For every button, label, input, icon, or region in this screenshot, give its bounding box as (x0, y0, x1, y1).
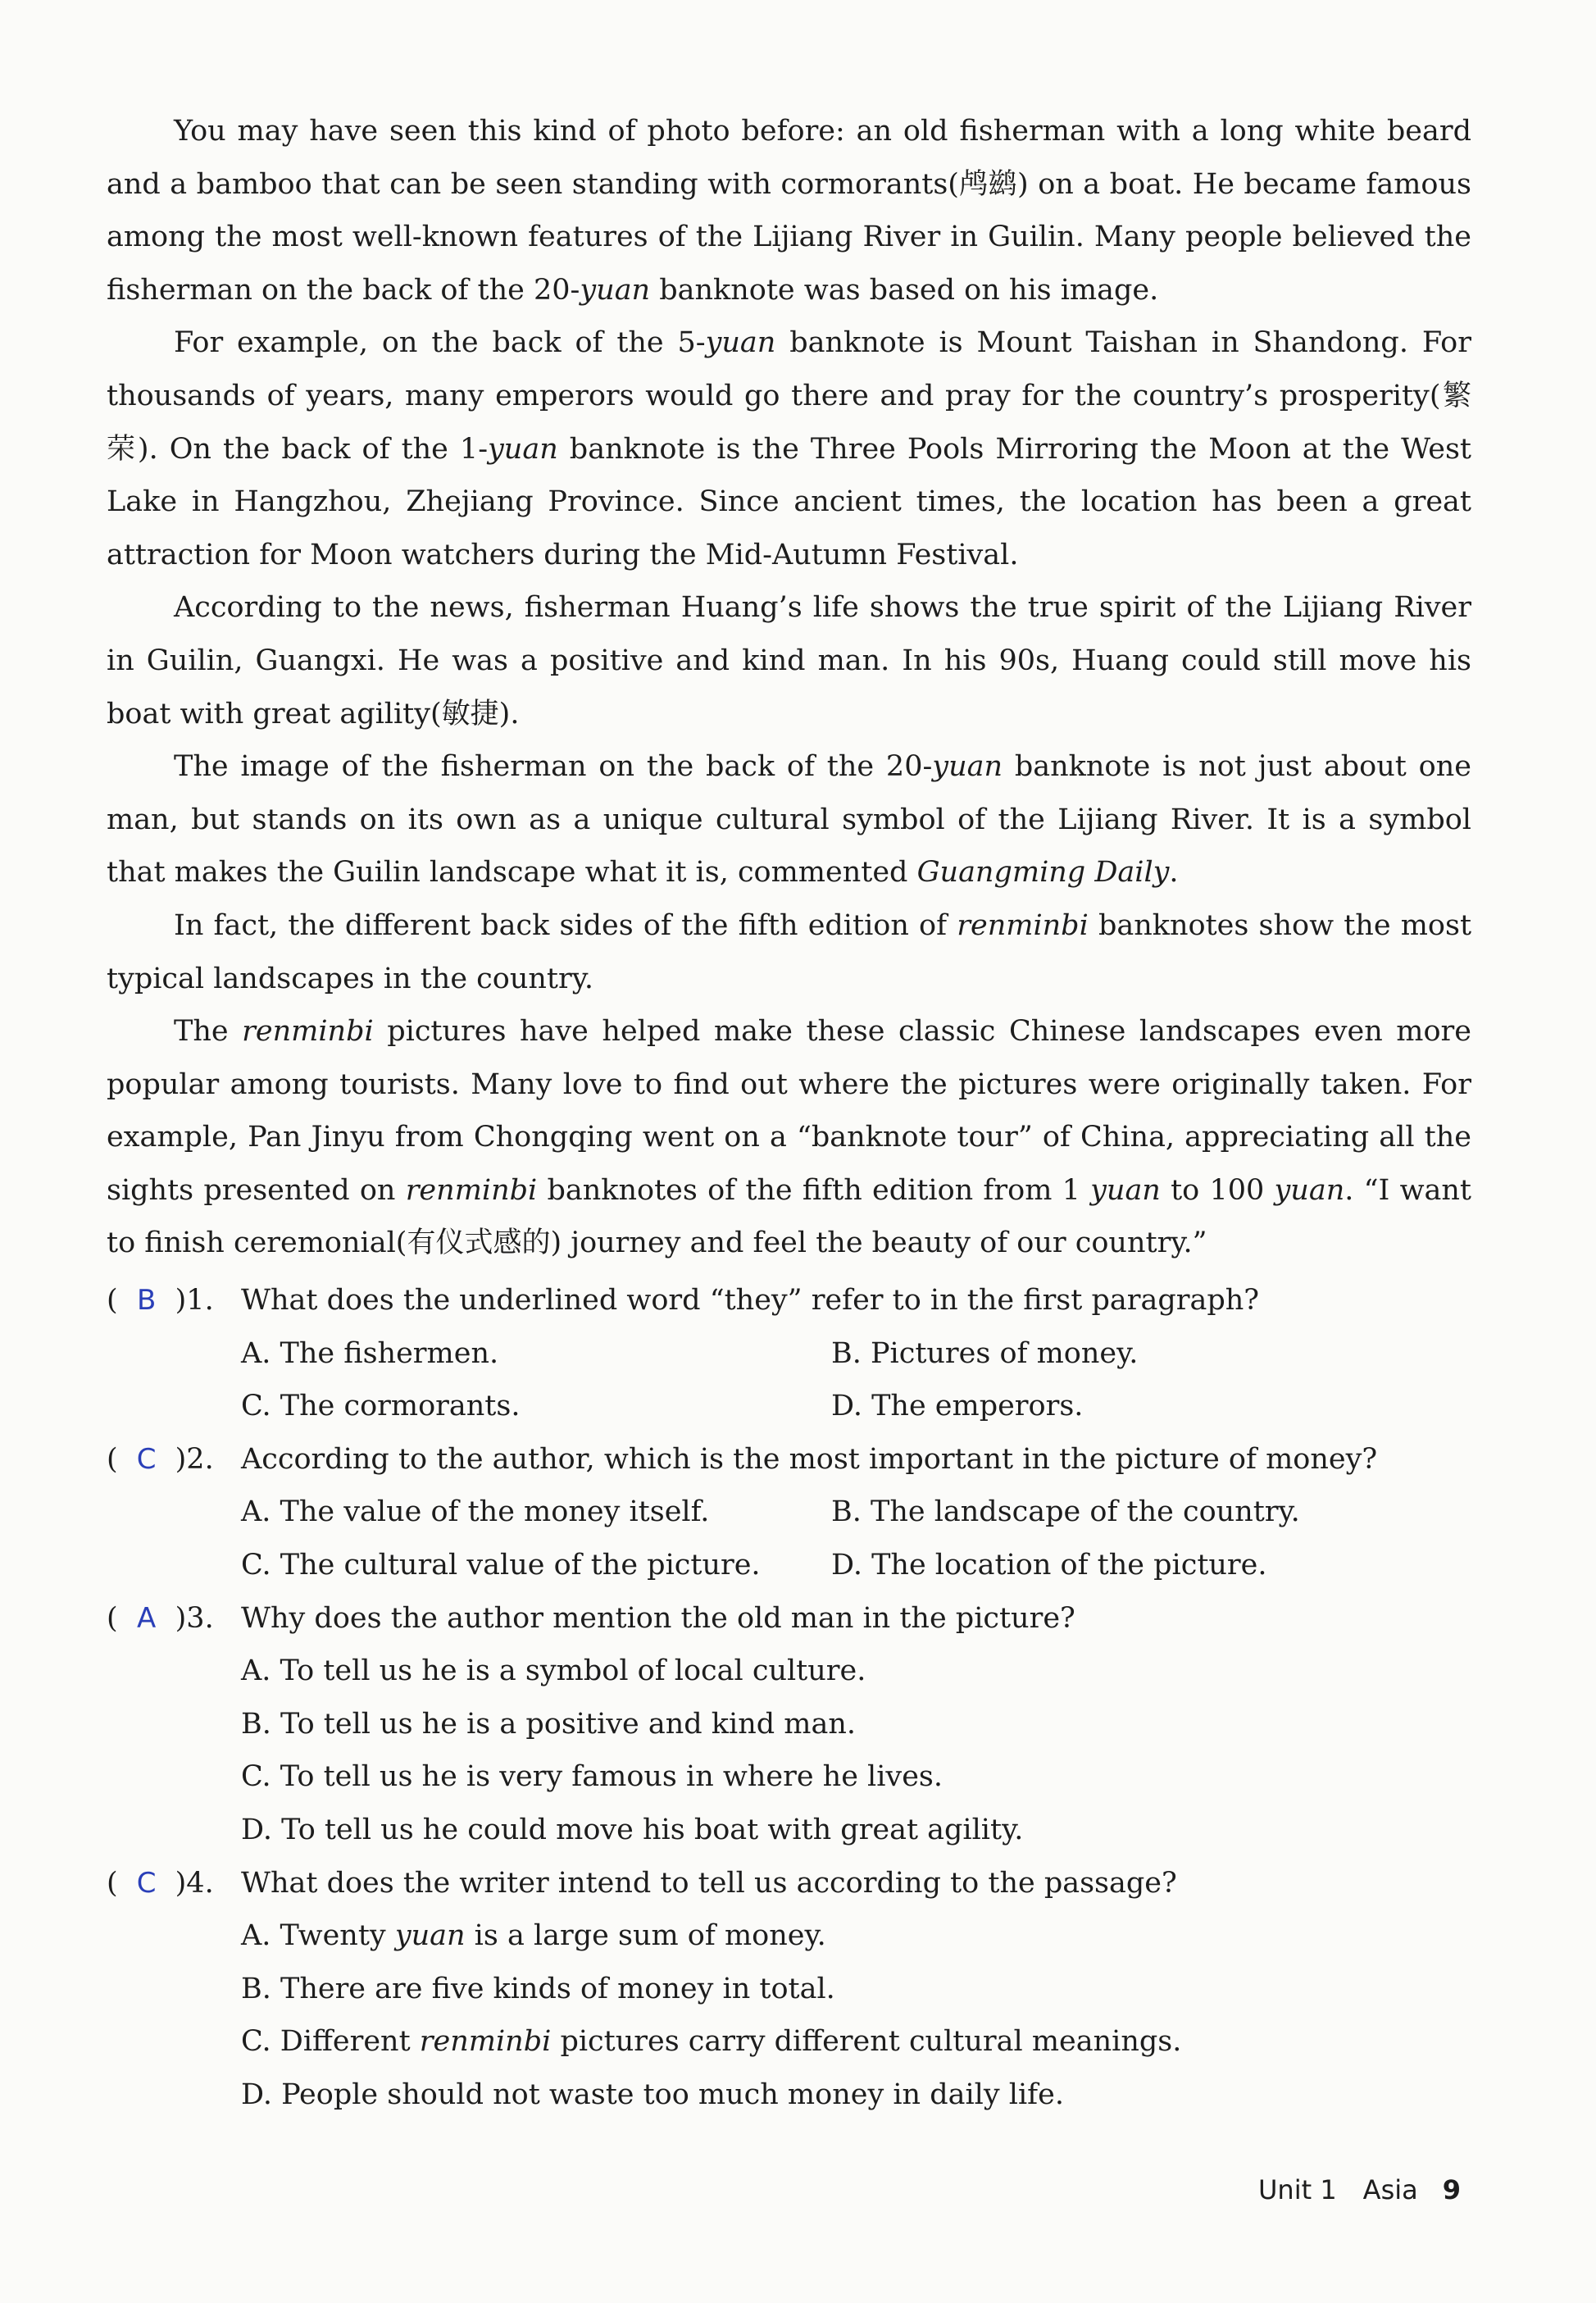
passage-text: You may have seen this kind of photo before: an old fisherman with a long white beard and a bamboo that can be seen standing with cormorants(鸬鹚) on a boat. He became famous among the most well-known features of the Lijiang River in Guilin. Many people believed the fisherman on the back of the 20- (107, 115, 1471, 307)
option-text: is a large sum of money. (465, 1919, 826, 1953)
passage-text: banknote was based on his image. (650, 273, 1159, 307)
page-number: 9 (1442, 2174, 1461, 2205)
handwritten-answer: A (137, 1601, 157, 1635)
option: B. Pictures of money. (831, 1336, 1139, 1370)
question-stem (107, 1857, 1471, 1910)
option-text: yuan (394, 1919, 466, 1953)
passage-text: The image of the fisherman on the back of the 20- (174, 750, 933, 784)
bracket-close-number: )1. (175, 1284, 214, 1317)
handwritten-answer: B (136, 1284, 157, 1317)
question-text: What does the writer intend to tell us according to the passage? (241, 1866, 1177, 1900)
passage-text: Guangming Daily (916, 856, 1170, 890)
passage-text: According to the news, fisherman Huang’s life shows the true spirit of the Lijiang River in Guilin, Guangxi. He was a positive and kind man. In his 90s, Huang could still move his boat with great agility(敏捷). (107, 591, 1471, 730)
option: A. To tell us he is a symbol of local culture. (241, 1654, 866, 1688)
passage-text: to 100 (1160, 1173, 1275, 1207)
option: B. The landscape of the country. (831, 1495, 1300, 1529)
option-text: B. There are five kinds of money in total. (241, 1972, 835, 2005)
passage-text: yuan (488, 432, 558, 466)
question-text: According to the author, which is the most important in the picture of money? (241, 1442, 1378, 1476)
question (107, 1592, 1471, 1857)
option-text: renminbi (419, 2025, 552, 2059)
passage-text: renminbi (242, 1015, 374, 1049)
options (107, 1645, 1471, 1856)
passage-text: yuan (932, 750, 1003, 784)
answer-bracket (107, 1433, 241, 1486)
option: A. The fishermen. (241, 1336, 499, 1370)
bracket-open: ( (107, 1601, 118, 1635)
passage-text: banknotes of the fifth edition from 1 (537, 1173, 1091, 1207)
question-stem (107, 1274, 1471, 1327)
passage-text: The (174, 1015, 243, 1049)
reading-passage (107, 105, 1471, 1270)
footer-unit: Unit 1 (1258, 2174, 1337, 2205)
question (107, 1857, 1471, 2122)
answer-bracket (107, 1592, 241, 1645)
question (107, 1433, 1471, 1592)
passage-text: yuan (1090, 1173, 1161, 1207)
bracket-close-number: )4. (175, 1866, 214, 1900)
passage-text: In fact, the different back sides of the fifth edition of (174, 908, 957, 942)
option: D. To tell us he could move his boat with great agility. (241, 1813, 1024, 1846)
passage-text: banknote is the Three Pools Mirroring the Moon at the West Lake in Hangzhou, Zhejiang Province. Since ancient times, the location has been a great attraction for Moon watchers during the Mid-Autumn Festival. (107, 432, 1471, 571)
passage-paragraph (107, 899, 1471, 1005)
option: D. The location of the picture. (831, 1548, 1267, 1582)
bracket-open: ( (107, 1284, 118, 1317)
option-text: A. Twenty (241, 1919, 395, 1953)
option: C. To tell us he is very famous in where he lives. (241, 1760, 943, 1794)
option (241, 2015, 1471, 2069)
options (107, 1909, 1471, 2121)
passage-paragraph (107, 316, 1471, 581)
question (107, 1274, 1471, 1433)
options (107, 1327, 1471, 1433)
option: A. The value of the money itself. (241, 1495, 710, 1529)
passage-paragraph (107, 105, 1471, 316)
option: C. The cormorants. (241, 1390, 521, 1423)
question-text: Why does the author mention the old man in the picture? (241, 1601, 1075, 1635)
question-text: What does the underlined word “they” refer to in the first paragraph? (241, 1284, 1260, 1317)
handwritten-answer: C (136, 1442, 157, 1476)
passage-text: yuan (705, 326, 776, 360)
passage-text: . “I want to finish ceremonial(有仪式感的) journey and feel the beauty of our country.” (107, 1173, 1471, 1260)
passage-text: pictures have helped make these classic Chinese landscapes even more popular among tourists. Many love to find out where the pictures were originally taken. For example, Pan Jinyu from Chongqing went on a “banknote tour” of China, appreciating all the sights presented on (107, 1015, 1471, 1207)
option: D. The emperors. (831, 1390, 1084, 1423)
passage-text: banknote is Mount Taishan in Shandong. For thousands of years, many emperors would go there and pray for the country’s prosperity(繁荣). On the back of the 1- (107, 326, 1471, 466)
passage-paragraph (107, 581, 1471, 740)
passage-text: yuan (580, 273, 651, 307)
footer-topic: Asia (1362, 2174, 1418, 2205)
passage-paragraph (107, 740, 1471, 899)
option-text: pictures carry different cultural meanings. (551, 2025, 1182, 2059)
passage-text: . (1169, 856, 1179, 890)
answer-bracket (107, 1857, 241, 1910)
bracket-open: ( (107, 1442, 118, 1476)
option (241, 2069, 1471, 2122)
option: C. The cultural value of the picture. (241, 1548, 761, 1582)
option (241, 1963, 1471, 2016)
option-row (241, 1486, 1471, 1539)
bracket-close-number: )3. (175, 1601, 214, 1635)
handwritten-answer: C (136, 1866, 157, 1900)
option (241, 1909, 1471, 1963)
bracket-open: ( (107, 1866, 118, 1900)
page-footer (1258, 2174, 1461, 2205)
option-text: C. Different (241, 2025, 420, 2059)
passage-text: yuan (1274, 1173, 1345, 1207)
bracket-close-number: )2. (175, 1442, 214, 1476)
passage-text: banknote is not just about one man, but stands on its own as a unique cultural symbol of the Lijiang River. It is a symbol that makes the Guilin landscape what it is, commented (107, 750, 1471, 890)
passage-paragraph (107, 1005, 1471, 1270)
question-stem (107, 1433, 1471, 1486)
question-stem (107, 1592, 1471, 1645)
passage-text: banknotes show the most typical landscapes in the country. (107, 908, 1472, 995)
answer-bracket (107, 1274, 241, 1327)
option-text: D. People should not waste too much money in daily life. (241, 2078, 1064, 2111)
option-row (241, 1539, 1471, 1592)
option: B. To tell us he is a positive and kind man. (241, 1707, 857, 1741)
question-list (107, 1274, 1471, 2122)
passage-text: renminbi (957, 908, 1089, 942)
option-row (241, 1327, 1471, 1381)
passage-text: For example, on the back of the 5- (174, 326, 706, 360)
passage-text: renminbi (405, 1173, 538, 1207)
options (107, 1486, 1471, 1591)
option-row (241, 1380, 1471, 1433)
